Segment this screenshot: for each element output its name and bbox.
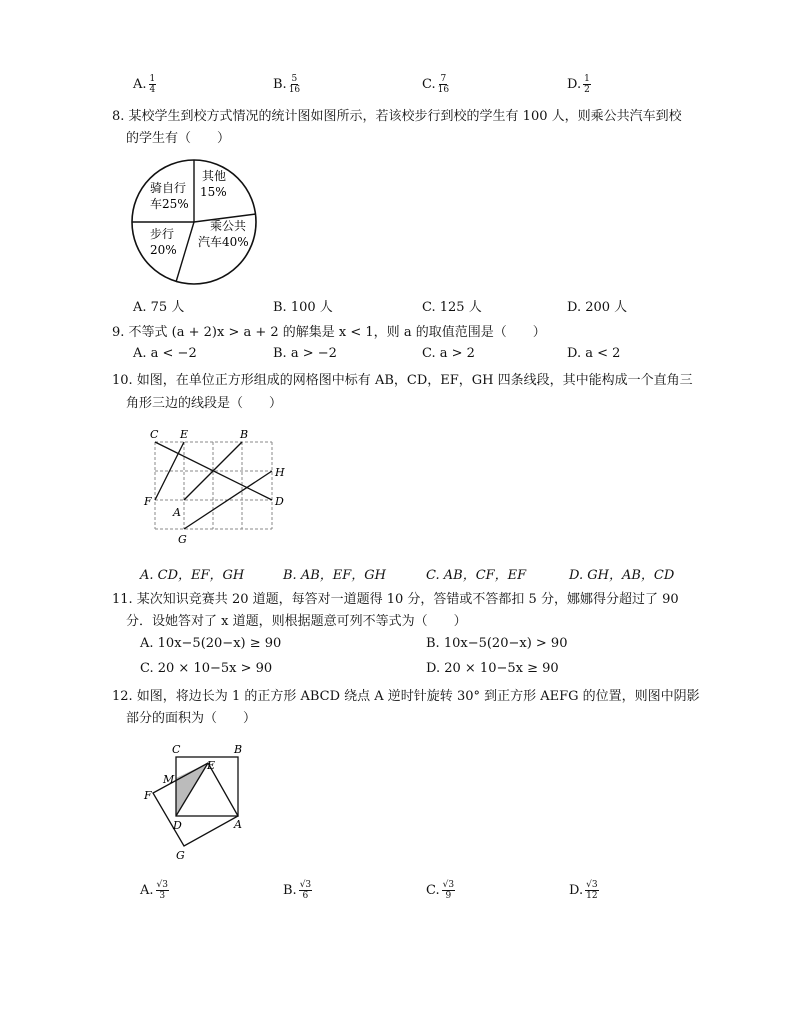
label-c: C (172, 743, 181, 756)
q10-option-c: C. AB，CF，EF (426, 568, 527, 583)
q11-option-a: A. 10x−5(20−x) ≥ 90 (140, 636, 282, 651)
q8-pie-chart (128, 156, 260, 288)
pie-label-bus-1: 乘公共 (210, 219, 247, 233)
segment-ef (155, 442, 184, 500)
q9-option-d: D. a < 2 (567, 346, 621, 361)
q8-option-a: A. 75 人 (133, 300, 185, 315)
label-d: D (275, 495, 284, 508)
pie-label-bike-1: 骑自行 (150, 181, 187, 195)
q10-grid-figure (140, 424, 300, 548)
q11-option-d: D. 20 × 10−5x ≥ 90 (426, 661, 559, 676)
q11-option-b: B. 10x−5(20−x) > 90 (426, 636, 568, 651)
pie-label-walk-2: 20% (150, 243, 177, 257)
label-e: E (207, 759, 216, 772)
q12-stem-line1: 12. 如图，将边长为 1 的正方形 ABCD 绕点 A 逆时针旋转 30° 到正方形 AEFG 的位置，则图中阴影 (112, 689, 700, 704)
q9-option-b: B. a > −2 (273, 346, 337, 361)
q12-option-a: A. $\frac{√3}{3}$ (140, 880, 168, 901)
pie-label-other-2: 15% (200, 185, 227, 199)
label-m: M (163, 773, 175, 786)
q8-option-d: D. 200 人 (567, 300, 628, 315)
q12-option-c: C. $\frac{√3}{9}$ (426, 880, 455, 901)
label-d: D (173, 819, 182, 832)
q7-option-d: D. $\frac{1}{2}$ (567, 74, 590, 95)
label-e: E (180, 428, 189, 441)
q7-option-a: A. $\frac{1}{4}$ (133, 74, 156, 95)
q9-stem: 9. 不等式 (a + 2)x > a + 2 的解集是 x < 1，则 a 的取值范围是（ ） (112, 325, 546, 340)
pie-divider-bottom (176, 222, 194, 282)
label-b: B (240, 428, 249, 441)
q8-option-c: C. 125 人 (422, 300, 482, 315)
label-c: C (150, 428, 159, 441)
q12-option-d: D. $\frac{√3}{12}$ (569, 880, 598, 901)
q7-option-c: C. $\frac{7}{16}$ (422, 74, 450, 95)
label-b: B (234, 743, 243, 756)
q8-stem-line1: 8. 某校学生到校方式情况的统计图如图所示，若该校步行到校的学生有 100 人，则乘公共汽车到校 (112, 109, 682, 124)
q12-rotation-figure (140, 740, 260, 864)
q10-stem-line2: 角形三边的线段是（ ） (126, 396, 283, 411)
q8-stem-line2: 的学生有（ ） (126, 131, 231, 146)
q11-stem-line1: 11. 某次知识竞赛共 20 道题，每答对一道题得 10 分，答错或不答都扣 5 分，娜娜得分超过了 90 (112, 592, 679, 607)
q9-option-c: C. a > 2 (422, 346, 475, 361)
q10-option-b: B. AB，EF，GH (283, 568, 386, 583)
label-g: G (176, 849, 185, 862)
label-f: F (144, 789, 152, 802)
q10-option-a: A. CD，EF，GH (140, 568, 245, 583)
label-g: G (178, 533, 187, 546)
q8-option-b: B. 100 人 (273, 300, 333, 315)
q10-stem-line1: 10. 如图，在单位正方形组成的网格图中标有 AB，CD，EF，GH 四条线段，其中能构成一个直角三 (112, 373, 693, 388)
pie-label-bus-2: 汽车40% (198, 235, 249, 249)
label-a: A (234, 818, 242, 831)
q10-option-d: D. GH，AB，CD (569, 568, 675, 583)
pie-label-bike-2: 车25% (150, 197, 189, 211)
q9-option-a: A. a < −2 (133, 346, 197, 361)
label-a: A (173, 506, 181, 519)
pie-label-other-1: 其他 (202, 169, 227, 183)
q11-stem-line2: 分．设她答对了 x 道题，则根据题意可列不等式为（ ） (126, 614, 467, 629)
q12-stem-line2: 部分的面积为（ ） (126, 711, 257, 726)
q11-option-c: C. 20 × 10−5x > 90 (140, 661, 273, 676)
q7-option-b: B. $\frac{5}{16}$ (273, 74, 301, 95)
pie-label-walk-1: 步行 (150, 227, 175, 241)
q12-option-b: B. $\frac{√3}{6}$ (283, 880, 312, 901)
label-h: H (275, 466, 285, 479)
label-f: F (144, 495, 152, 508)
